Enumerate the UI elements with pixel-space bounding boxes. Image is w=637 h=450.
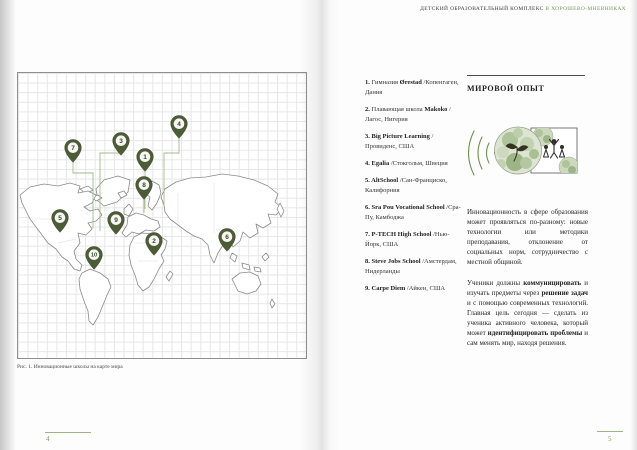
running-header [420,6,626,12]
school-list-item: 2. Плавающая школа Makoko /Лагос, Нигерия [365,106,451,123]
greenery-circle [495,127,542,174]
section-rule [467,75,585,76]
svg-text:1: 1 [143,154,147,162]
school-list-item: 7. P-TECH High School /Нью-Йорк, США [365,231,450,248]
map-pin-icon [218,228,236,252]
map-pin-icon [51,209,69,233]
section-title: МИРОВОЙ ОПЫТ [467,84,545,93]
svg-text:7: 7 [71,145,75,153]
map-pin-icon [85,246,103,270]
school-list-item: 5. AltSchool /Сан-Франциско, Калифорния [365,177,447,194]
left-page-rule [45,432,91,433]
right-page-number: 5 [608,435,612,443]
map-pin-icon [107,211,125,235]
svg-text:4: 4 [177,121,181,129]
school-list-item: 9. Carpe Diem /Айкен, США [365,285,446,293]
svg-text:2: 2 [152,238,156,246]
svg-text:8: 8 [142,182,146,190]
figure-caption: Рис. 1. Инновационные школы на карте мира [17,364,123,370]
right-edge-shadow [630,0,637,450]
map-pin-icon [112,132,130,156]
world-map-figure [17,72,307,359]
svg-text:5: 5 [58,215,62,223]
map-pin-icon [135,176,153,200]
header-title-accent: В ХОРОШЕВО-МНЕВНИКАХ [545,6,626,12]
map-pin-icon [145,232,163,256]
school-list-item: 3. Big Picture Learning /Провиденс, США [365,133,434,150]
svg-text:3: 3 [119,138,123,146]
paragraph-innovation: Инновационность в сфере образования может проявляться по-разному: новые технологии или методики преподавания, отклонение от социальных норм, сотрудничество с местной общиной. [467,208,588,266]
right-page-rule [597,431,623,432]
school-list-item: 4. Egalia /Стокгольм, Швеция [365,160,448,167]
spine-shadow [0,0,16,450]
svg-text:10: 10 [90,252,98,259]
world-experience-illustration [465,122,603,186]
header-title: ДЕТСКИЙ ОБРАЗОВАТЕЛЬНЫЙ КОМПЛЕКС [420,6,546,12]
map-pin-icon [170,115,188,139]
signal-waves-icon [469,131,497,175]
school-list-item: 8. Steve Jobs School /Амстердам, Нидерланды [365,258,457,275]
svg-text:9: 9 [114,217,118,225]
map-pin-icon [136,148,154,172]
school-list-item: 6. Sra Pou Vocational School /Сра-Пу, Камбоджа [365,204,461,221]
map-pin-icon [64,139,82,163]
svg-text:6: 6 [225,234,229,242]
left-page-number: 4 [46,435,50,443]
paragraph-students: Ученики должны коммуницировать и изучать предметы через решение задач и с помощью современных технологий. Главная цель сегодня — сделать из ученика активного человека, который может идентифицировать проблемы и сам менять мир, находя решения. [467,279,589,347]
school-list-item: 1. Гимназия Ørestad /Копенгаген, Дания [365,79,459,96]
schools-list [365,78,462,302]
